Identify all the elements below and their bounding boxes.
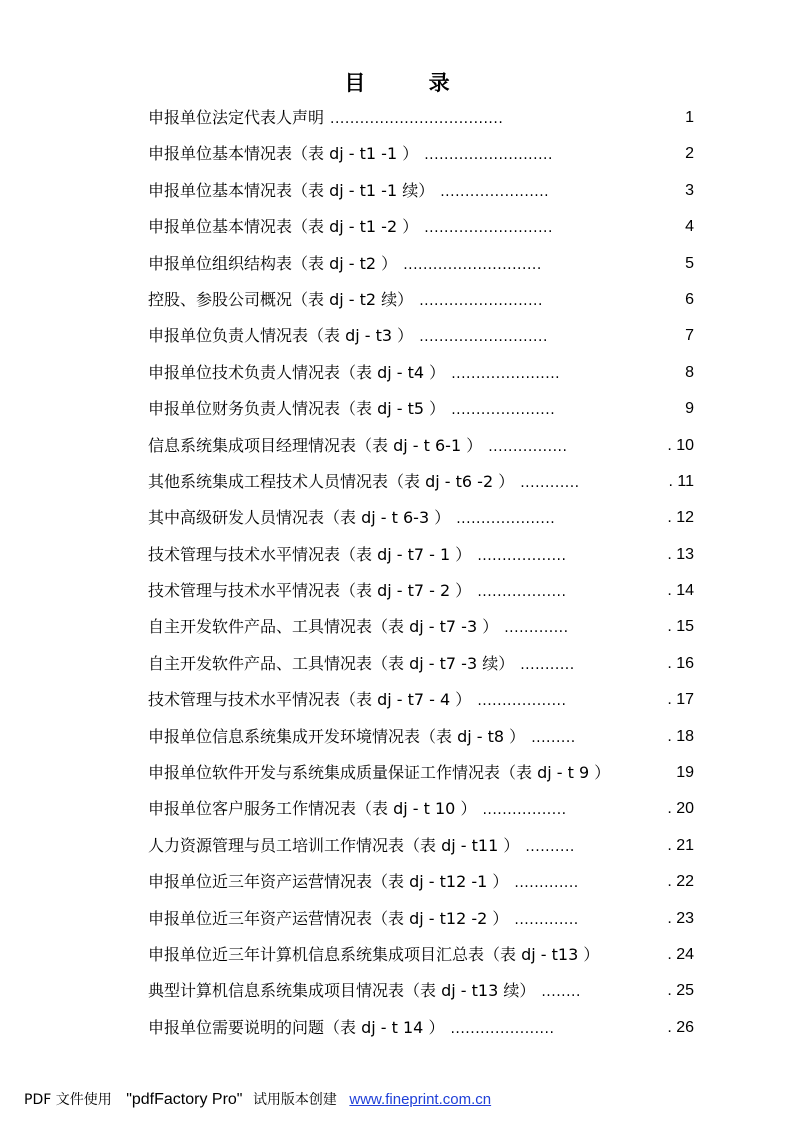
toc-row[interactable] [148, 646, 696, 682]
toc-entry-title: 技术管理与技术水平情况表（表 dj - t7 - 2 ） [148, 581, 472, 601]
toc-row[interactable] [148, 500, 696, 536]
toc-entry-title: 技术管理与技术水平情况表（表 dj - t7 - 1 ） [148, 544, 472, 564]
toc-entry-title: 其他系统集成工程技术人员情况表（表 dj - t6 -2 ） [148, 471, 515, 491]
toc-leader-dots: ................................... [330, 111, 504, 127]
toc-page-number: . 16 [667, 654, 694, 672]
toc-entry-title: 申报单位法定代表人声明 [148, 108, 325, 127]
toc-row[interactable] [148, 682, 696, 718]
toc-entry-title: 申报单位基本情况表（表 dj - t1 -2 ） [148, 217, 419, 237]
toc-page-number: . 12 [667, 509, 694, 527]
toc-entry-title: 典型计算机信息系统集成项目情况表（表 dj - t13 续） [148, 981, 536, 1001]
toc-page-number: . 20 [667, 800, 694, 818]
toc-page-number: . 14 [667, 582, 694, 600]
toc-page-number: . 17 [667, 691, 694, 709]
footer-prefix: PDF 文件使用 [24, 1092, 112, 1108]
toc-leader-dots: ................. [482, 802, 567, 819]
toc-row[interactable] [148, 573, 696, 609]
toc-row[interactable] [148, 537, 696, 573]
toc-leader-dots: .......................... [419, 329, 548, 346]
footer-suffix: 试用版本创建 [252, 1092, 337, 1108]
toc-page-number: 6 [685, 290, 694, 308]
toc-leader-dots: ..................... [451, 402, 556, 419]
toc-entry-title: 其中高级研发人员情况表（表 dj - t 6-3 ） [148, 508, 451, 528]
toc-entry-title: 申报单位信息系统集成开发环境情况表（表 dj - t8 ） [148, 726, 526, 746]
toc-entry-title: 申报单位基本情况表（表 dj - t1 -1 续） [148, 180, 435, 200]
toc-row[interactable] [148, 791, 696, 827]
toc-leader-dots: ...................... [440, 183, 550, 200]
toc-leader-dots: ...................... [451, 365, 561, 382]
toc-row[interactable] [148, 318, 696, 354]
toc-page-number: 7 [685, 327, 694, 345]
toc-leader-dots: ................ [488, 438, 568, 455]
toc-leader-dots: ........ [541, 984, 581, 1001]
footer-link[interactable]: www.fineprint.com.cn [349, 1091, 492, 1108]
toc-leader-dots: .......... [525, 838, 575, 855]
toc-row[interactable] [148, 355, 696, 391]
toc-page-number: . 15 [667, 618, 694, 636]
toc-entry-title: 申报单位近三年资产运营情况表（表 dj - t12 -2 ） [148, 908, 509, 928]
toc-row[interactable] [148, 937, 696, 973]
toc-leader-dots: .......................... [424, 147, 553, 164]
toc-leader-dots: ......... [531, 729, 576, 746]
toc-leader-dots: ........... [520, 656, 575, 673]
toc-page-number: . 25 [667, 982, 694, 1000]
toc-row[interactable] [148, 428, 696, 464]
pdf-watermark-footer [24, 1088, 491, 1112]
toc-entry-title: 申报单位基本情况表（表 dj - t1 -1 ） [148, 144, 419, 164]
toc-leader-dots: .......................... [424, 220, 553, 237]
toc-leader-dots: .................. [477, 693, 567, 710]
toc-entry-title: 自主开发软件产品、工具情况表（表 dj - t7 -3 ） [148, 617, 499, 637]
toc-row[interactable] [148, 828, 696, 864]
toc-leader-dots: ............ [520, 474, 580, 491]
toc-page-number: 4 [685, 218, 694, 236]
toc-page-number: . 26 [667, 1018, 694, 1036]
toc-row[interactable] [148, 282, 696, 318]
toc-title: 目 录 [344, 71, 478, 95]
toc-row[interactable] [148, 901, 696, 937]
toc-leader-dots: .................. [477, 547, 567, 564]
toc-entry-title: 控股、参股公司概况（表 dj - t2 续） [148, 289, 414, 309]
toc-page-number: . 24 [667, 945, 694, 963]
toc-row[interactable] [148, 609, 696, 645]
toc-leader-dots: ............. [504, 620, 569, 637]
toc-entry-title: 申报单位财务负责人情况表（表 dj - t5 ） [148, 399, 446, 419]
toc-row[interactable] [148, 209, 696, 245]
toc-leader-dots: ..................... [450, 1020, 555, 1037]
toc-page-number: . 22 [667, 873, 694, 891]
toc-entry-title: 申报单位需要说明的问题（表 dj - t 14 ） [148, 1017, 445, 1037]
toc-entry-title: 申报单位负责人情况表（表 dj - t3 ） [148, 326, 414, 346]
toc-leader-dots: ............. [514, 875, 579, 892]
toc-row[interactable] [148, 755, 696, 791]
toc-page-number: 1 [685, 109, 694, 126]
toc-row[interactable] [148, 100, 696, 136]
toc-entry-title: 申报单位近三年计算机信息系统集成项目汇总表（表 dj - t13 ） [148, 944, 600, 964]
toc-row[interactable] [148, 1010, 696, 1046]
toc-page-number: . 10 [667, 436, 694, 454]
toc-entry-title: 申报单位软件开发与系统集成质量保证工作情况表（表 dj - t 9 ） [148, 763, 611, 783]
toc-row[interactable] [148, 464, 696, 500]
toc-page-number: . 13 [667, 545, 694, 563]
toc-page-number: 5 [685, 254, 694, 272]
toc-entry-title: 信息系统集成项目经理情况表（表 dj - t 6-1 ） [148, 435, 483, 455]
toc-leader-dots: .................... [456, 511, 556, 528]
toc-entry-title: 申报单位客户服务工作情况表（表 dj - t 10 ） [148, 799, 477, 819]
toc-row[interactable] [148, 173, 696, 209]
toc-row[interactable] [148, 136, 696, 172]
toc-row[interactable] [148, 246, 696, 282]
toc-entry-title: 申报单位组织结构表（表 dj - t2 ） [148, 253, 398, 273]
toc-row[interactable] [148, 719, 696, 755]
toc-page-number: 19 [676, 764, 694, 782]
toc-page-number: 9 [685, 400, 694, 418]
toc-leader-dots: ............................ [403, 256, 542, 273]
toc-page-number: . 23 [667, 909, 694, 927]
toc-page-number: . 21 [667, 836, 694, 854]
toc-row[interactable] [148, 973, 696, 1009]
toc-page-number: . 18 [667, 727, 694, 745]
toc-leader-dots: ......................... [419, 292, 543, 309]
toc-entry-title: 技术管理与技术水平情况表（表 dj - t7 - 4 ） [148, 690, 472, 710]
table-of-contents [148, 100, 696, 1046]
toc-leader-dots: ............. [514, 911, 579, 928]
toc-entry-title: 自主开发软件产品、工具情况表（表 dj - t7 -3 续） [148, 653, 515, 673]
toc-row[interactable] [148, 391, 696, 427]
toc-page-number: 3 [685, 181, 694, 199]
footer-product: "pdfFactory Pro" [126, 1091, 243, 1108]
toc-entry-title: 申报单位技术负责人情况表（表 dj - t4 ） [148, 362, 446, 382]
toc-entry-title: 申报单位近三年资产运营情况表（表 dj - t12 -1 ） [148, 872, 509, 892]
toc-leader-dots: .................. [477, 584, 567, 601]
toc-page-number: 2 [685, 145, 694, 163]
toc-page-number: 8 [685, 363, 694, 381]
toc-page-number: . 11 [668, 472, 694, 490]
toc-entry-title: 人力资源管理与员工培训工作情况表（表 dj - t11 ） [148, 835, 520, 855]
toc-row[interactable] [148, 864, 696, 900]
